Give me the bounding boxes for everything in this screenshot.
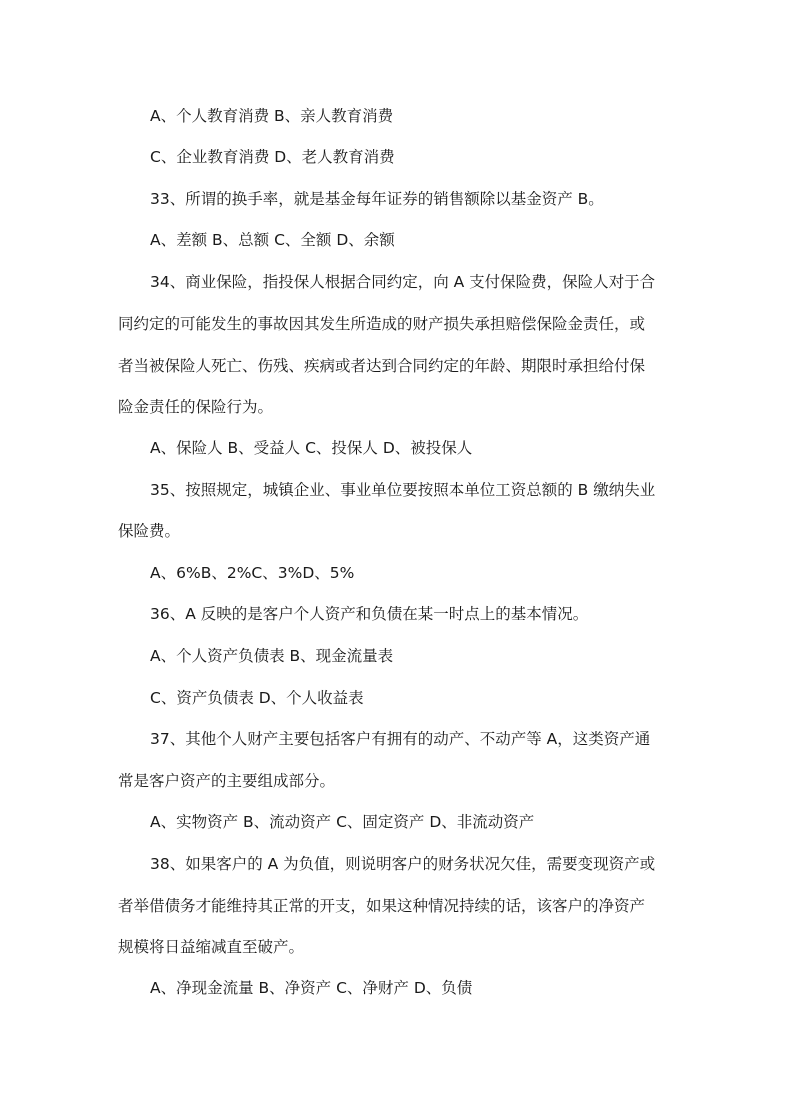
- options-q35: A、6%B、2%C、3%D、5%: [150, 564, 355, 582]
- options-q34: A、保险人 B、受益人 C、投保人 D、被投保人: [150, 439, 473, 457]
- question-37-line-1: 37、其他个人财产主要包括客户有拥有的动产、不动产等 A，这类资产通: [150, 730, 651, 748]
- question-38-line-2: 者举借债务才能维持其正常的开支，如果这种情况持续的话，该客户的净资产: [118, 897, 646, 915]
- question-35-line-2: 保险费。: [118, 522, 181, 540]
- question-34-line-3: 者当被保险人死亡、伤残、疾病或者达到合同约定的年龄、期限时承担给付保: [118, 357, 646, 375]
- options-q36-cd: C、资产负债表 D、个人收益表: [150, 689, 364, 707]
- options-q37: A、实物资产 B、流动资产 C、固定资产 D、非流动资产: [150, 813, 535, 831]
- question-38-line-1: 38、如果客户的 A 为负值，则说明客户的财务状况欠佳，需要变现资产或: [150, 855, 656, 873]
- question-34-line-4: 险金责任的保险行为。: [118, 398, 274, 416]
- question-38-line-3: 规模将日益缩减直至破产。: [118, 938, 305, 956]
- option-line-q32-cd: C、企业教育消费 D、老人教育消费: [150, 148, 395, 166]
- question-36: 36、A 反映的是客户个人资产和负债在某一时点上的基本情况。: [150, 605, 589, 623]
- question-33: 33、所谓的换手率，就是基金每年证券的销售额除以基金资产 B。: [150, 190, 604, 208]
- question-34-line-2: 同约定的可能发生的事故因其发生所造成的财产损失承担赔偿保险金责任，或: [118, 315, 646, 333]
- options-q38: A、净现金流量 B、净资产 C、净财产 D、负债: [150, 979, 473, 997]
- options-q36-ab: A、个人资产负债表 B、现金流量表: [150, 647, 394, 665]
- question-34-line-1: 34、商业保险，指投保人根据合同约定，向 A 支付保险费，保险人对于合: [150, 273, 656, 291]
- question-35-line-1: 35、按照规定，城镇企业、事业单位要按照本单位工资总额的 B 缴纳失业: [150, 481, 656, 499]
- option-line-q32-ab: A、个人教育消费 B、亲人教育消费: [150, 107, 394, 125]
- question-37-line-2: 常是客户资产的主要组成部分。: [118, 772, 336, 790]
- options-q33: A、差额 B、总额 C、全额 D、余额: [150, 231, 395, 249]
